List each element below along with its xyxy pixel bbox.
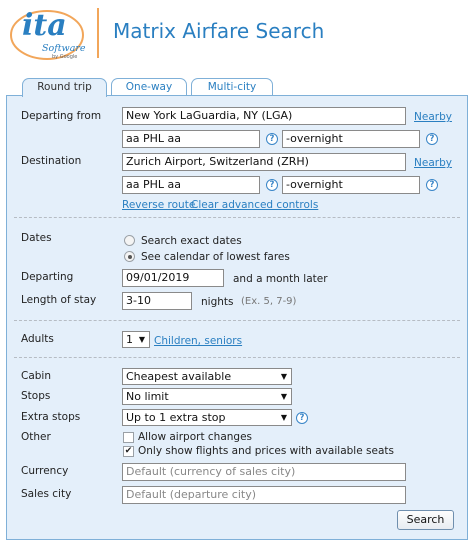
- length-of-stay-label: Length of stay: [21, 294, 97, 306]
- logo-byline: by Google: [52, 54, 78, 60]
- origin-nearby-link[interactable]: Nearby: [414, 111, 452, 123]
- ita-software-logo: [7, 5, 87, 63]
- stops-label: Stops: [21, 390, 51, 402]
- cabin-value: Cheapest available: [126, 370, 232, 383]
- currency-label: Currency: [21, 465, 69, 477]
- reverse-route-link[interactable]: Reverse route: [122, 199, 196, 211]
- other-label: Other: [21, 431, 51, 443]
- allow-airport-changes-label[interactable]: Allow airport changes: [138, 431, 253, 443]
- origin-routing-input[interactable]: aa PHL aa: [122, 130, 260, 148]
- extra-stops-label: Extra stops: [21, 411, 81, 423]
- cabin-select[interactable]: [122, 368, 292, 385]
- page-title: Matrix Airfare Search: [113, 19, 325, 43]
- tab-round-trip[interactable]: Round trip: [22, 78, 107, 97]
- stay-hint: (Ex. 5, 7-9): [241, 296, 297, 307]
- tab-one-way[interactable]: One-way: [111, 78, 187, 96]
- stops-value: No limit: [126, 390, 169, 403]
- sales-city-label: Sales city: [21, 488, 72, 500]
- exact-dates-radio[interactable]: [124, 235, 135, 246]
- length-of-stay-input[interactable]: 3-10: [122, 292, 192, 310]
- nights-label: nights: [201, 296, 234, 308]
- sales-city-input[interactable]: Default (departure city): [122, 486, 406, 504]
- origin-extension-input[interactable]: -overnight: [282, 130, 420, 148]
- destination-routing-input[interactable]: aa PHL aa: [122, 176, 260, 194]
- section-divider: [14, 320, 460, 321]
- origin-input[interactable]: New York LaGuardia, NY (LGA): [122, 107, 406, 125]
- dropdown-arrow-icon: ▼: [280, 392, 287, 401]
- adults-label: Adults: [21, 333, 54, 345]
- departing-date-input[interactable]: 09/01/2019: [122, 269, 224, 287]
- destination-label: Destination: [21, 155, 82, 167]
- origin-label: Departing from: [21, 110, 102, 122]
- departing-label: Departing: [21, 271, 74, 283]
- allow-airport-changes-checkbox[interactable]: [123, 432, 134, 443]
- calendar-fares-radio[interactable]: [124, 251, 135, 262]
- adults-select[interactable]: [122, 331, 150, 348]
- destination-nearby-link[interactable]: Nearby: [414, 157, 452, 169]
- cabin-label: Cabin: [21, 370, 52, 382]
- extension-help-icon[interactable]: ?: [426, 133, 438, 145]
- extension-help-icon[interactable]: ?: [426, 179, 438, 191]
- tab-multi-city[interactable]: Multi-city: [191, 78, 273, 96]
- dropdown-arrow-icon: ▼: [138, 335, 145, 344]
- extra-stops-help-icon[interactable]: ?: [296, 412, 308, 424]
- stops-select[interactable]: [122, 388, 292, 405]
- logo-wordmark: ita: [22, 8, 67, 43]
- extra-stops-select[interactable]: [122, 409, 292, 426]
- section-divider: [14, 217, 460, 218]
- only-available-seats-label[interactable]: Only show flights and prices with available seats: [138, 445, 394, 457]
- dropdown-arrow-icon: ▼: [280, 372, 287, 381]
- exact-dates-option-label[interactable]: Search exact dates: [141, 235, 242, 247]
- departing-range-text: and a month later: [233, 273, 328, 285]
- routing-help-icon[interactable]: ?: [266, 179, 278, 191]
- section-divider: [14, 357, 460, 358]
- extra-stops-value: Up to 1 extra stop: [126, 411, 226, 424]
- dropdown-arrow-icon: ▼: [280, 413, 287, 422]
- currency-input[interactable]: Default (currency of sales city): [122, 463, 406, 481]
- search-button[interactable]: Search: [397, 510, 454, 530]
- dates-label: Dates: [21, 232, 52, 244]
- adults-value: 1: [126, 333, 133, 346]
- header-divider: [97, 8, 99, 58]
- clear-advanced-controls-link[interactable]: Clear advanced controls: [191, 199, 319, 211]
- destination-input[interactable]: Zurich Airport, Switzerland (ZRH): [122, 153, 406, 171]
- only-available-seats-checkbox[interactable]: ✔: [124, 446, 133, 456]
- routing-help-icon[interactable]: ?: [266, 133, 278, 145]
- calendar-fares-option-label[interactable]: See calendar of lowest fares: [141, 251, 290, 263]
- destination-extension-input[interactable]: -overnight: [282, 176, 420, 194]
- logo-subtext: Software: [42, 43, 86, 54]
- children-seniors-link[interactable]: Children, seniors: [154, 335, 243, 347]
